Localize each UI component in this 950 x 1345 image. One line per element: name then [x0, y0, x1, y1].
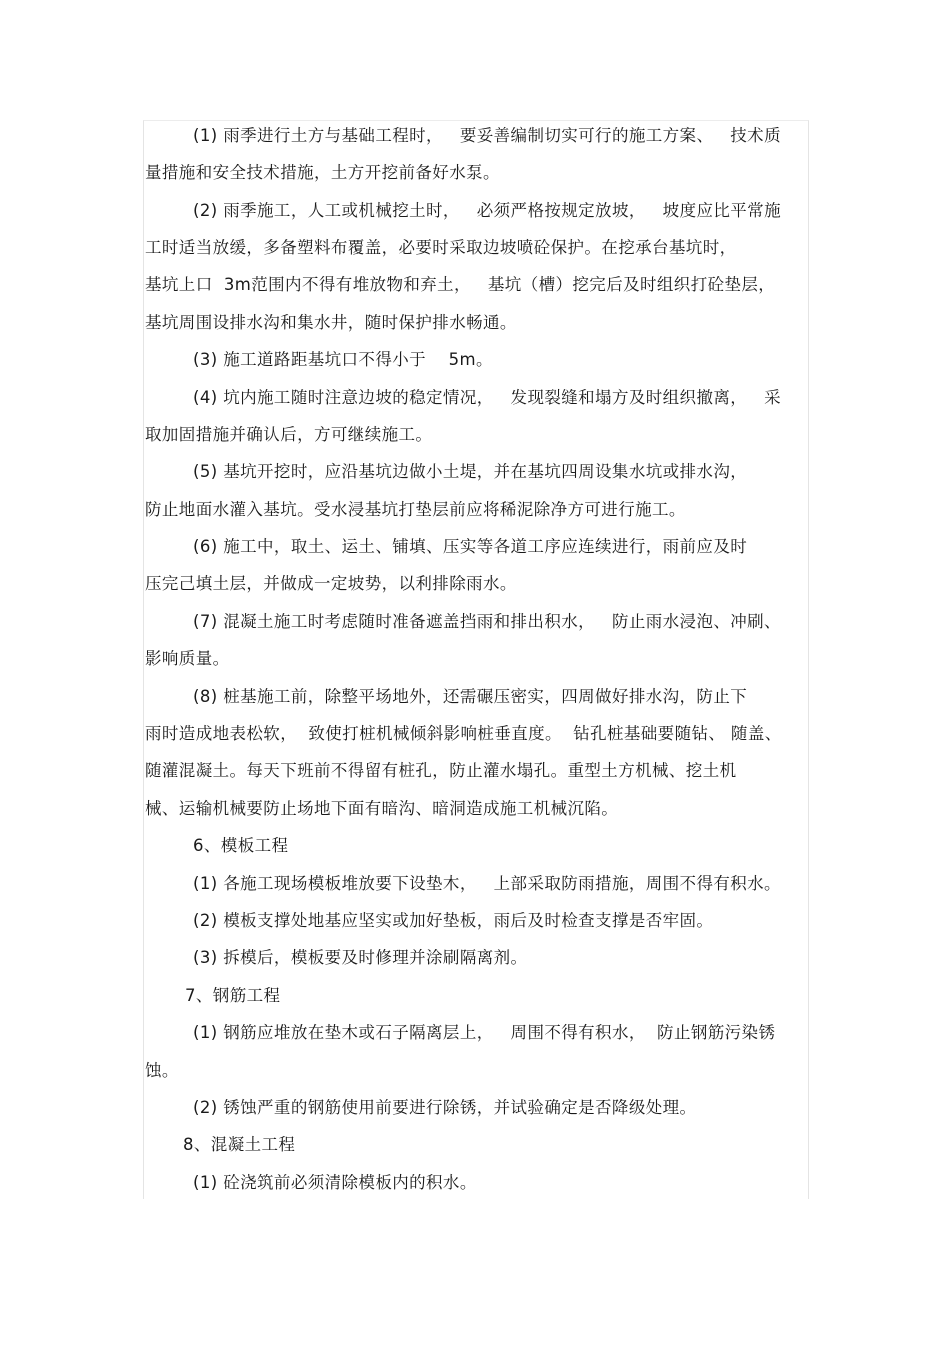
text-line: 基坑周围设排水沟和集水井，随时保护排水畅通。	[145, 313, 517, 332]
text-line: (1) 雨季进行土方与基础工程时， 要妥善编制切实可行的施工方案、 技术质	[193, 126, 781, 145]
text-line: 取加固措施并确认后，方可继续施工。	[145, 425, 433, 444]
text-line: 量措施和安全技术措施，土方开挖前备好水泵。	[145, 163, 500, 182]
section-heading: 8、混凝土工程	[183, 1135, 296, 1154]
text-line: (4) 坑内施工随时注意边坡的稳定情况， 发现裂缝和塌方及时组织撤离， 采	[193, 388, 781, 407]
text-line: 雨时造成地表松软， 致使打桩机械倾斜影响桩垂直度。 钻孔桩基础要随钻、 随盖、	[145, 724, 782, 743]
text-line: (5) 基坑开挖时，应沿基坑边做小土堤，并在基坑四周设集水坑或排水沟，	[193, 462, 748, 481]
text-line: (3) 施工道路距基坑口不得小于 5m。	[193, 350, 493, 369]
text-line: 工时适当放缓，多备塑料布覆盖，必要时采取边坡喷砼保护。在挖承台基坑时，	[145, 238, 737, 257]
text-line: (2) 雨季施工，人工或机械挖土时， 必须严格按规定放坡， 坡度应比平常施	[193, 201, 781, 220]
text-line: 影响质量。	[145, 649, 230, 668]
text-line: 蚀。	[145, 1061, 179, 1080]
section-heading: 6、模板工程	[193, 836, 289, 855]
text-line: 械、运输机械要防止场地下面有暗沟、暗洞造成施工机械沉陷。	[145, 799, 619, 818]
text-line: (1) 各施工现场模板堆放要下设垫木， 上部采取防雨措施，周围不得有积水。	[193, 874, 781, 893]
text-line: 压完己填土层，并做成一定坡势，以利排除雨水。	[145, 574, 517, 593]
text-line: (2) 锈蚀严重的钢筋使用前要进行除锈，并试验确定是否降级处理。	[193, 1098, 697, 1117]
text-line: (2) 模板支撑处地基应坚实或加好垫板，雨后及时检查支撑是否牢固。	[193, 911, 714, 930]
text-line: (7) 混凝土施工时考虑随时准备遮盖挡雨和排出积水， 防止雨水浸泡、冲刷、	[193, 612, 781, 631]
text-line: (6) 施工中，取土、运土、铺填、压实等各道工序应连续进行，雨前应及时	[193, 537, 748, 556]
text-line: 基坑上口 3m范围内不得有堆放物和弃土， 基坑（槽）挖完后及时组织打砼垫层，	[145, 275, 776, 294]
text-line: (1) 砼浇筑前必须清除模板内的积水。	[193, 1173, 477, 1192]
text-line: (3) 拆模后，模板要及时修理并涂刷隔离剂。	[193, 948, 528, 967]
section-heading: 7、钢筋工程	[185, 986, 281, 1005]
text-line: 随灌混凝土。每天下班前不得留有桩孔，防止灌水塌孔。重型土方机械、挖土机	[145, 761, 737, 780]
text-line: (1) 钢筋应堆放在垫木或石子隔离层上， 周围不得有积水， 防止钢筋污染锈	[193, 1023, 776, 1042]
text-line: (8) 桩基施工前，除整平场地外，还需碾压密实，四周做好排水沟，防止下	[193, 687, 748, 706]
text-line: 防止地面水灌入基坑。受水浸基坑打垫层前应将稀泥除净方可进行施工。	[145, 500, 686, 519]
